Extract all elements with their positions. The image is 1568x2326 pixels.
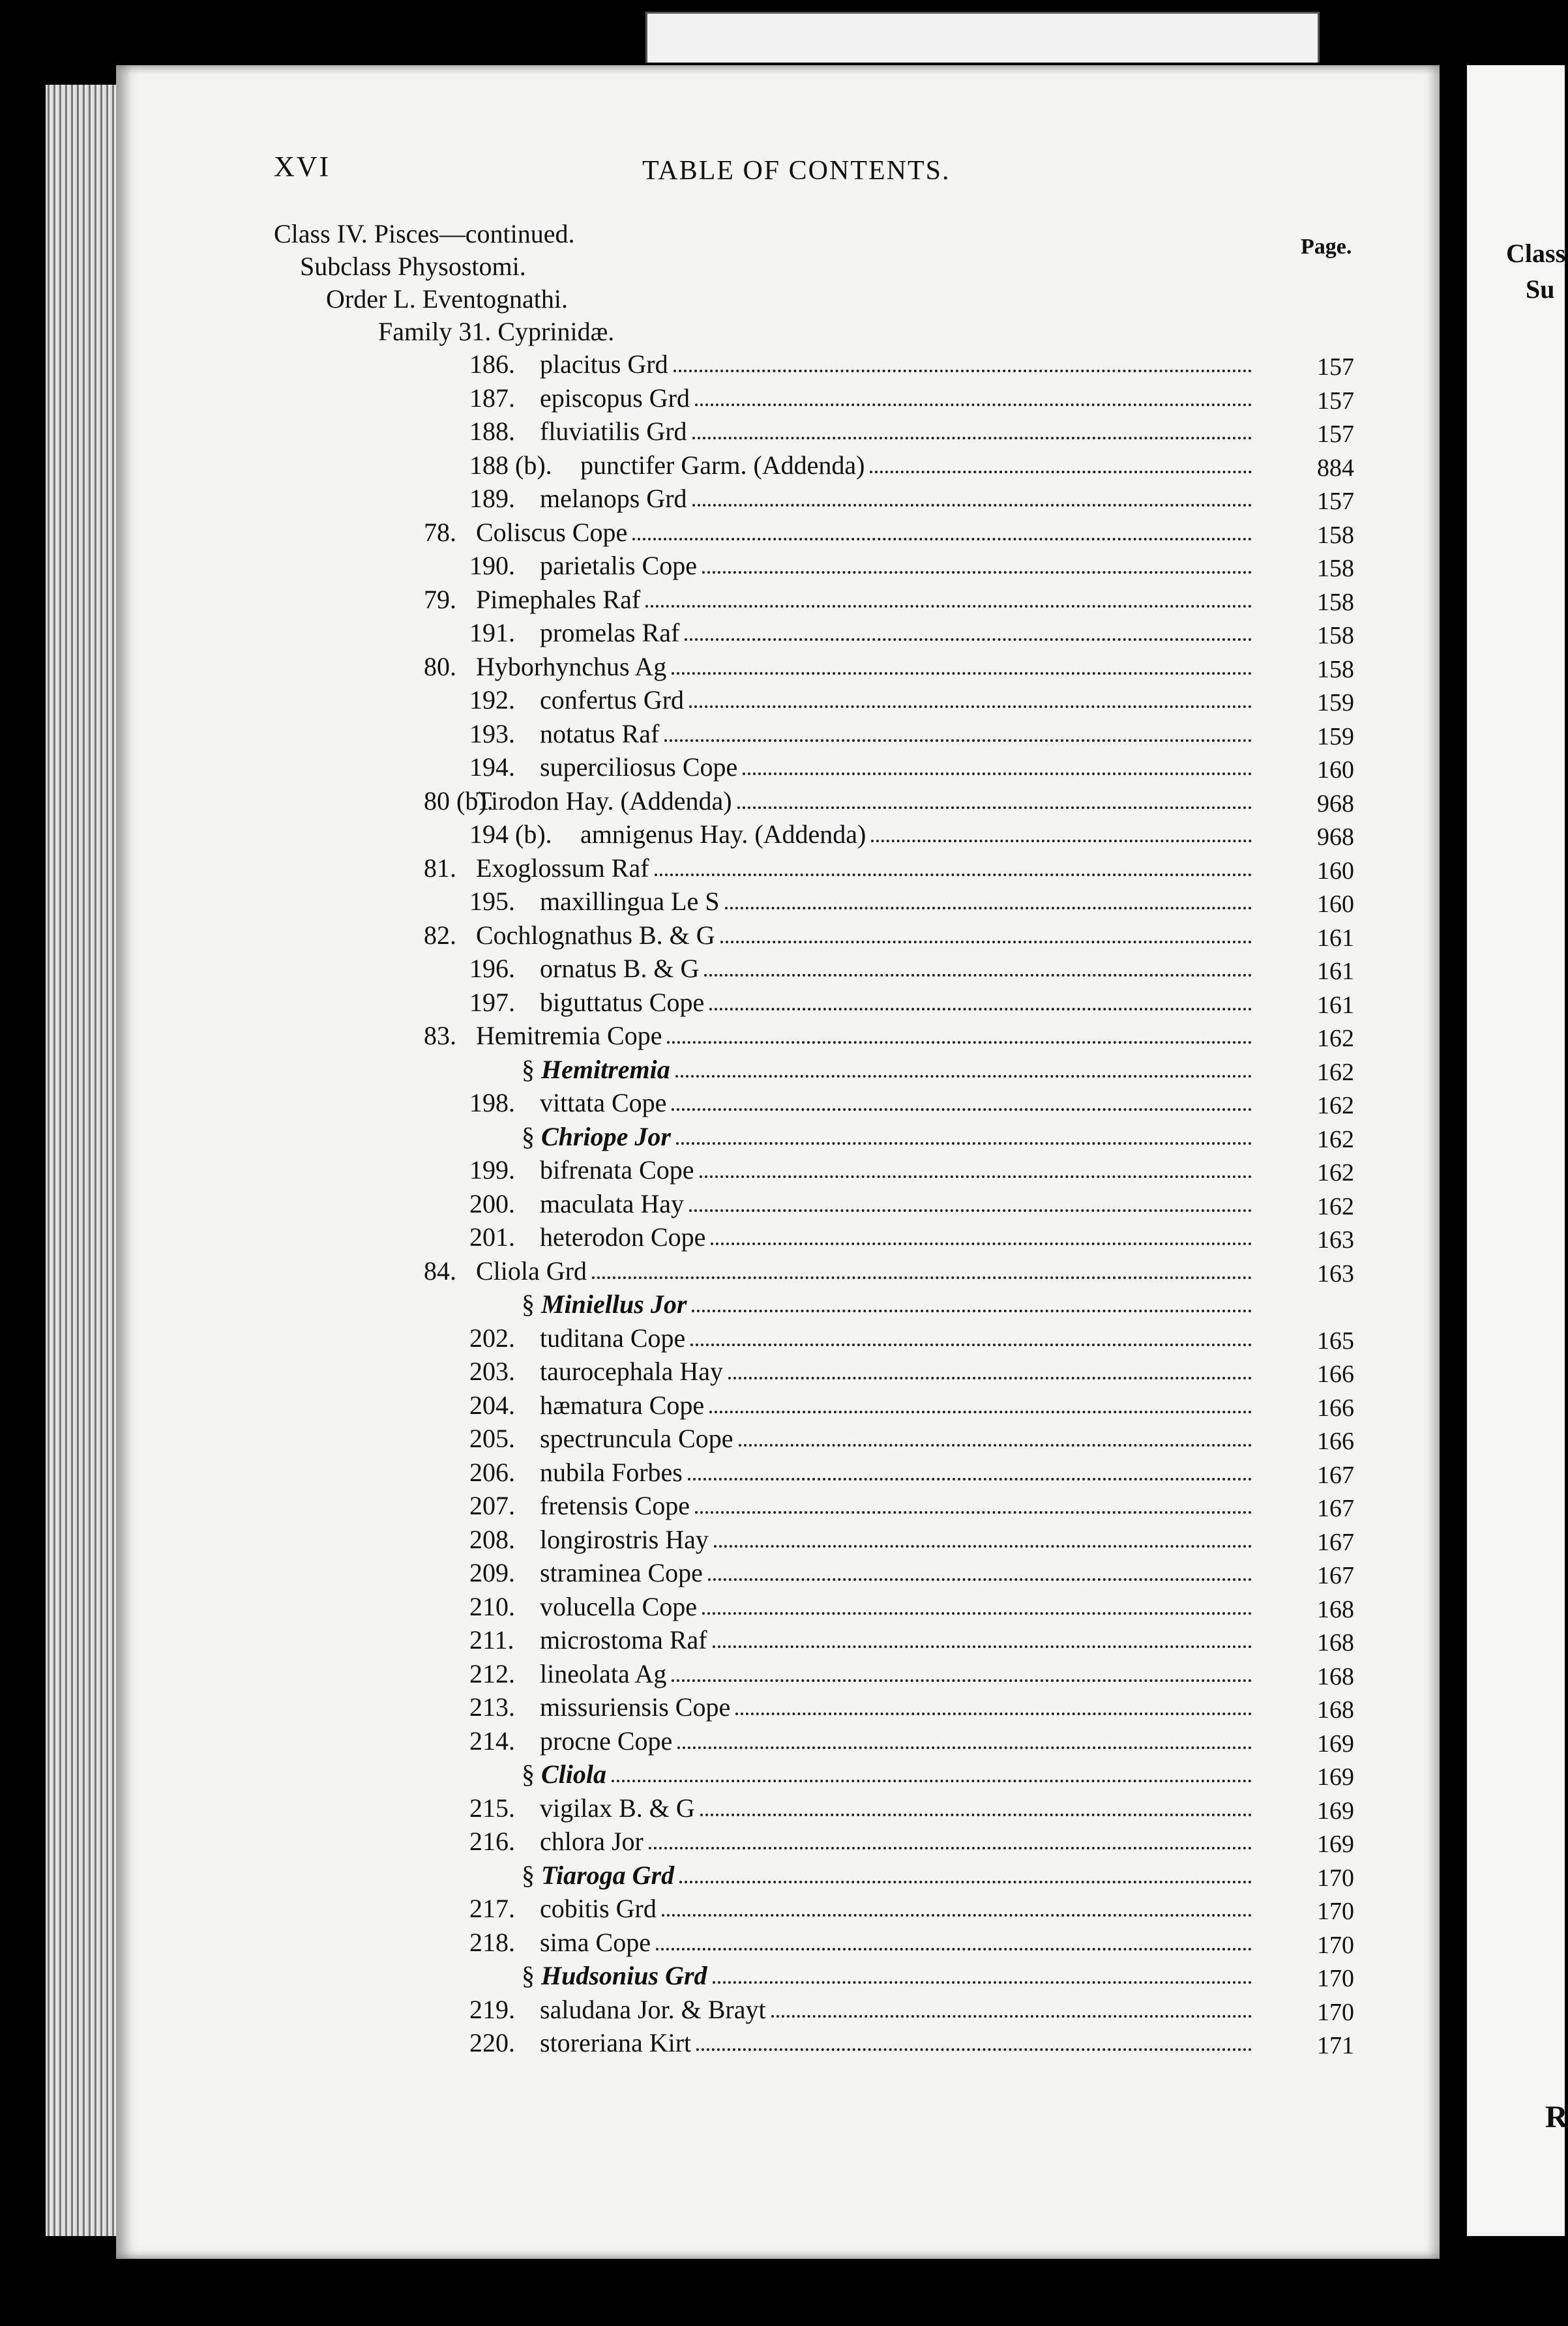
page-reference: 167 (1317, 1461, 1354, 1489)
toc-entry (0, 1020, 1369, 1052)
dot-leader (700, 1175, 1252, 1178)
entry-title: maxillingua Le S (540, 887, 720, 916)
page-reference: 169 (1317, 1797, 1354, 1825)
dot-leader (689, 705, 1252, 708)
entry-number: 78. (424, 517, 456, 547)
entry-title: parietalis Cope (540, 551, 698, 580)
entry-title: Exoglossum Raf (476, 853, 649, 883)
toc-entry (0, 550, 1369, 582)
entry-title: hæmatura Cope (540, 1390, 705, 1420)
entry-number: 195. (469, 887, 515, 916)
entry-number: 186. (469, 349, 515, 379)
dot-leader (709, 1411, 1252, 1413)
dot-leader (662, 1914, 1252, 1917)
page-reference: 162 (1317, 1058, 1354, 1086)
toc-entry (0, 1860, 1369, 1891)
entry-number: 206. (469, 1457, 515, 1487)
entry-number: 193. (469, 718, 515, 748)
toc-entry (0, 1490, 1369, 1522)
toc-entry (0, 1323, 1369, 1354)
toc-entry (0, 685, 1369, 716)
dot-leader (679, 1881, 1252, 1883)
entry-number: 218. (469, 1927, 515, 1957)
dot-leader (692, 1310, 1252, 1312)
dot-leader (695, 1511, 1252, 1514)
entry-title: Hudsonius Grd (541, 1961, 707, 1990)
page-reference: 170 (1317, 1998, 1354, 2026)
toc-entry (0, 853, 1369, 884)
entry-number: 214. (469, 1726, 515, 1756)
entry-number: 79. (424, 584, 456, 614)
toc-entry (0, 786, 1369, 817)
entry-title: Pimephales Raf (476, 584, 641, 614)
toc-entry (0, 584, 1369, 615)
dot-leader (695, 404, 1252, 406)
dot-leader (689, 1209, 1252, 1212)
toc-entry (0, 1927, 1369, 1958)
page-reference: 160 (1317, 857, 1354, 885)
toc-entry (0, 483, 1369, 514)
toc-entry (0, 987, 1369, 1018)
top-page-tab (645, 12, 1320, 63)
entry-title: taurocephala Hay (540, 1357, 723, 1386)
page-reference: 968 (1317, 823, 1354, 851)
entry-number: 187. (469, 383, 515, 413)
dot-leader (688, 1478, 1252, 1480)
dot-leader (713, 1645, 1252, 1648)
dot-leader (714, 1545, 1252, 1548)
entry-number: 188. (469, 417, 515, 446)
dot-leader (700, 1814, 1252, 1816)
dot-leader (690, 1344, 1252, 1346)
toc-entry (0, 1524, 1369, 1555)
dot-leader (664, 739, 1252, 742)
entry-title: episcopus Grd (540, 383, 690, 413)
dot-leader (672, 1108, 1252, 1111)
entry-number: 196. (469, 954, 515, 983)
entry-title: saludana Jor. & Brayt (540, 1994, 766, 2024)
page-reference: 169 (1317, 1831, 1354, 1858)
page-reference: 157 (1317, 420, 1354, 448)
toc-entry (0, 383, 1369, 414)
toc-entry (0, 1423, 1369, 1454)
toc-entry (0, 517, 1369, 548)
page-reference: 166 (1317, 1394, 1354, 1422)
entry-title: superciliosus Cope (540, 752, 738, 782)
dot-leader (739, 1444, 1252, 1447)
entry-title: Chriope Jor (541, 1121, 671, 1151)
entry-title: Coliscus Cope (476, 517, 628, 547)
page-reference: 168 (1317, 1629, 1354, 1656)
entry-number: 80. (424, 651, 456, 681)
toc-entry (0, 1793, 1369, 1824)
dot-leader (676, 1142, 1252, 1145)
dot-leader (692, 437, 1252, 439)
dot-leader (713, 1981, 1252, 1984)
dot-leader (677, 1746, 1252, 1749)
page-reference: 884 (1317, 454, 1354, 482)
dot-leader (655, 874, 1252, 876)
toc-entry (0, 1155, 1369, 1186)
entry-title: Tirodon Hay. (Addenda) (476, 786, 732, 816)
toc-entry (0, 752, 1369, 783)
dot-leader (735, 1713, 1252, 1715)
entry-title: procne Cope (540, 1726, 673, 1756)
toc-entry (0, 1960, 1369, 1992)
entry-title: Hyborhynchus Ag (476, 651, 667, 681)
entry-number: 197. (469, 987, 515, 1017)
page-reference: 162 (1317, 1125, 1354, 1153)
entry-title: Hemitremia (541, 1054, 670, 1084)
page-reference: 167 (1317, 1495, 1354, 1522)
page-column-label: Page. (1301, 235, 1352, 259)
page-reference: 159 (1317, 689, 1354, 716)
page-reference: 170 (1317, 1965, 1354, 1992)
toc-entry (0, 1457, 1369, 1488)
toc-entry (0, 1054, 1369, 1085)
dot-leader (696, 2048, 1252, 2051)
toc-entry (0, 1591, 1369, 1623)
page-reference: 163 (1317, 1226, 1354, 1254)
page-reference: 166 (1317, 1428, 1354, 1455)
entry-number: 83. (424, 1021, 456, 1050)
entry-number: 210. (469, 1591, 515, 1621)
toc-entry (0, 1994, 1369, 2025)
dot-leader (728, 1377, 1252, 1379)
page-reference: 157 (1317, 488, 1354, 515)
entry-number: 192. (469, 685, 515, 714)
entry-number: 219. (469, 1994, 515, 2024)
facing-page-fragment: Class (1506, 239, 1566, 268)
entry-number: 209. (469, 1558, 515, 1587)
entry-number: 82. (424, 920, 456, 950)
entry-number: 216. (469, 1827, 515, 1856)
entry-title: storeriana Kirt (540, 2028, 692, 2057)
toc-entry (0, 1692, 1369, 1723)
toc-entry (0, 1893, 1369, 1924)
page-title: TABLE OF CONTENTS. (642, 156, 951, 186)
page-reference: 170 (1317, 1931, 1354, 1959)
class-heading: Class IV. Pisces—continued. (274, 219, 575, 248)
entry-number: 207. (469, 1491, 515, 1520)
entry-number: 190. (469, 551, 515, 580)
subclass-heading: Subclass Physostomi. (300, 252, 526, 281)
toc-entry (0, 1087, 1369, 1119)
entry-title: sima Cope (540, 1927, 651, 1957)
page-reference: 158 (1317, 622, 1354, 649)
toc-entry (0, 1759, 1369, 1790)
dot-leader (871, 840, 1252, 842)
dot-leader (692, 504, 1252, 507)
entry-title: bifrenata Cope (540, 1155, 694, 1185)
page-reference: 159 (1317, 722, 1354, 750)
entry-number: 194 (b). (469, 819, 552, 849)
toc-entry (0, 1188, 1369, 1220)
toc-entry (0, 1121, 1369, 1153)
page-reference: 169 (1317, 1730, 1354, 1758)
entry-title: Cliola Grd (476, 1256, 587, 1286)
toc-entry (0, 651, 1369, 683)
facing-page (1467, 65, 1568, 2236)
entry-number: 194. (469, 752, 515, 782)
toc-entry (0, 1625, 1369, 1656)
entry-number: 211. (469, 1625, 514, 1655)
entry-number: 189. (469, 484, 515, 513)
entry-title: straminea Cope (540, 1558, 703, 1587)
entry-title: lineolata Ag (540, 1658, 667, 1688)
page-number: XVI (274, 151, 331, 183)
page-reference: 157 (1317, 353, 1354, 381)
toc-entry (0, 920, 1369, 951)
entry-title: punctifer Garm. (Addenda) (580, 450, 865, 480)
entry-title: Miniellus Jor (541, 1289, 687, 1319)
entry-number: 191. (469, 618, 515, 647)
toc-entry (0, 819, 1369, 850)
entry-title: promelas Raf (540, 618, 680, 647)
entry-title: Hemitremia Cope (476, 1021, 662, 1050)
entry-number: 208. (469, 1524, 515, 1554)
entry-number: 217. (469, 1894, 515, 1923)
family-heading: Family 31. Cyprinidæ. (378, 317, 615, 346)
entry-number: 188 (b). (469, 450, 552, 480)
entry-title: confertus Grd (540, 685, 685, 714)
section-symbol: § (522, 1961, 535, 1990)
toc-entry (0, 1826, 1369, 1857)
dot-leader (702, 1612, 1252, 1615)
dot-leader (725, 907, 1252, 909)
dot-leader (632, 538, 1252, 540)
entry-title: cobitis Grd (540, 1894, 657, 1923)
entry-title: fretensis Cope (540, 1491, 690, 1520)
toc-entry (0, 450, 1369, 481)
entry-number: 198. (469, 1088, 515, 1117)
entry-title: volucella Cope (540, 1591, 698, 1621)
entry-title: heterodon Cope (540, 1222, 706, 1252)
dot-leader (645, 605, 1252, 608)
toc-entry (0, 1256, 1369, 1287)
section-symbol: § (522, 1759, 535, 1789)
dot-leader (711, 1243, 1252, 1245)
page-reference: 158 (1317, 655, 1354, 683)
entry-number: 215. (469, 1793, 515, 1823)
toc-entry (0, 349, 1369, 380)
dot-leader (709, 1008, 1252, 1010)
entry-number: 80 (b). (424, 786, 494, 816)
dot-leader (612, 1780, 1252, 1782)
dot-leader (673, 370, 1252, 372)
toc-entry (0, 718, 1369, 750)
toc-entry (0, 1390, 1369, 1421)
toc-entry (0, 1658, 1369, 1690)
page-reference: 168 (1317, 1662, 1354, 1690)
dot-leader (656, 1948, 1252, 1951)
page-reference: 168 (1317, 1595, 1354, 1623)
entry-title: Cochlognathus B. & G (476, 920, 715, 950)
entry-title: nubila Forbes (540, 1457, 683, 1487)
dot-leader (720, 941, 1252, 943)
entry-number: 205. (469, 1424, 515, 1453)
dot-leader (870, 471, 1252, 473)
entry-title: tuditana Cope (540, 1323, 686, 1353)
entry-number: 201. (469, 1222, 515, 1252)
page-reference: 158 (1317, 521, 1354, 549)
entry-title: chlora Jor (540, 1827, 643, 1856)
page-reference: 968 (1317, 789, 1354, 817)
dot-leader (675, 1075, 1252, 1078)
page-reference: 161 (1317, 991, 1354, 1019)
page-reference: 158 (1317, 555, 1354, 582)
section-symbol: § (522, 1054, 535, 1084)
entry-title: notatus Raf (540, 718, 660, 748)
dot-leader (672, 1679, 1252, 1682)
toc-entry (0, 953, 1369, 984)
page-reference: 170 (1317, 1898, 1354, 1925)
toc-entry (0, 416, 1369, 447)
page-reference: 157 (1317, 387, 1354, 415)
entry-title: Cliola (541, 1759, 607, 1789)
dot-leader (667, 1041, 1252, 1044)
entry-number: 212. (469, 1658, 515, 1688)
entry-title: ornatus B. & G (540, 954, 700, 983)
page-reference: 160 (1317, 756, 1354, 784)
entry-title: longirostris Hay (540, 1524, 709, 1554)
page-reference: 162 (1317, 1159, 1354, 1186)
section-symbol: § (522, 1860, 535, 1890)
section-symbol: § (522, 1121, 535, 1151)
entry-title: amnigenus Hay. (Addenda) (580, 819, 866, 849)
page-reference: 171 (1317, 2032, 1354, 2059)
entry-title: Tiaroga Grd (541, 1860, 675, 1890)
entry-number: 200. (469, 1188, 515, 1218)
entry-number: 204. (469, 1390, 515, 1420)
toc-entry (0, 886, 1369, 917)
dot-leader (737, 806, 1252, 809)
dot-leader (592, 1276, 1252, 1279)
entry-number: 81. (424, 853, 456, 883)
order-heading: Order L. Eventognathi. (326, 284, 568, 314)
section-symbol: § (522, 1289, 535, 1319)
entry-number: 199. (469, 1155, 515, 1185)
entry-number: 220. (469, 2028, 515, 2057)
page-reference: 170 (1317, 1864, 1354, 1892)
entry-title: maculata Hay (540, 1188, 684, 1218)
dot-leader (704, 974, 1252, 977)
dot-leader (702, 571, 1252, 574)
toc-entry (0, 2027, 1369, 2059)
entry-title: fluviatilis Grd (540, 417, 687, 446)
page-reference: 160 (1317, 891, 1354, 918)
entry-title: placitus Grd (540, 349, 668, 379)
dot-leader (743, 773, 1252, 775)
page-reference: 163 (1317, 1259, 1354, 1288)
entry-number: 203. (469, 1357, 515, 1386)
page-reference: 169 (1317, 1763, 1354, 1791)
toc-entry (0, 1222, 1369, 1253)
entry-title: spectruncula Cope (540, 1424, 733, 1453)
dot-leader (685, 638, 1252, 641)
dot-leader (649, 1847, 1252, 1849)
page-reference: 167 (1317, 1562, 1354, 1589)
entry-number: 213. (469, 1692, 515, 1722)
page-reference: 167 (1317, 1528, 1354, 1556)
toc-entry (0, 1557, 1369, 1589)
entry-title: vittata Cope (540, 1088, 667, 1117)
page-reference: 161 (1317, 958, 1354, 985)
toc-entry (0, 1726, 1369, 1757)
page-reference: 166 (1317, 1361, 1354, 1388)
entry-number: 202. (469, 1323, 515, 1353)
entry-title: microstoma Raf (540, 1625, 707, 1655)
entry-title: melanops Grd (540, 484, 687, 513)
dot-leader (771, 2015, 1252, 2018)
toc-entry (0, 1289, 1369, 1320)
page-reference: 165 (1317, 1327, 1354, 1355)
page-reference: 168 (1317, 1696, 1354, 1724)
dot-leader (708, 1578, 1252, 1581)
page-reference: 161 (1317, 924, 1354, 952)
entry-title: biguttatus Cope (540, 987, 705, 1017)
facing-page-fragment: Su (1526, 274, 1555, 304)
dot-leader (672, 672, 1252, 675)
entry-title: vigilax B. & G (540, 1793, 695, 1823)
toc-entry (0, 1356, 1369, 1387)
entry-number: 84. (424, 1256, 456, 1286)
page-reference: 162 (1317, 1025, 1354, 1052)
page-reference: 162 (1317, 1192, 1354, 1220)
toc-entry (0, 617, 1369, 649)
facing-page-fragment: R (1545, 2100, 1568, 2134)
page-reference: 162 (1317, 1092, 1354, 1119)
entry-title: missuriensis Cope (540, 1692, 731, 1722)
page-reference: 158 (1317, 588, 1354, 616)
